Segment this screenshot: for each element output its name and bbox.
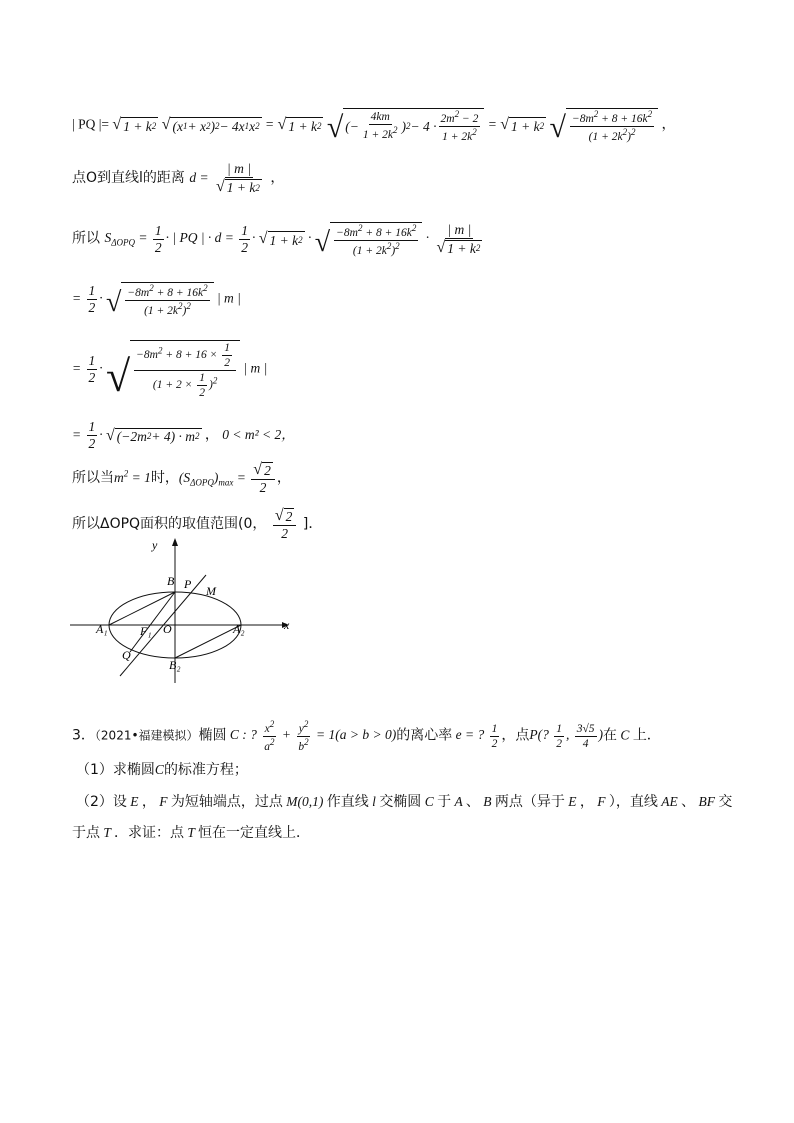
label-a2: A₂ [233, 622, 245, 636]
so-text: 所以 [72, 230, 100, 247]
label-a1: A₁ [96, 622, 108, 636]
label-b2: B₂ [169, 658, 181, 672]
max-area-line: 所以当$m^2 = 1$时，$(S_{\Delta OPQ})_{max}$ = √ 2 2 ， [72, 461, 291, 496]
ellipse-figure [70, 538, 310, 683]
pq-label: | PQ |= [72, 116, 110, 132]
label-b1: B [167, 574, 175, 588]
pq-length-formula: | PQ |= √ 1 + k 2 √ (x 1 + x 2 ) 2 − 4x 1 x 2 = √ 1 + k 2 √ (− $\frac{4km}{1 + 2k^2}$ ) 2 − 4 · $\frac{2m^2 - 2}{1 + 2k^2}$ = √ 1 + k 2 √ $\frac{-8m^2 + 8 + 16k^2}{(1 + 2k^2)^2}$ ， [72, 109, 676, 144]
label-m: M [206, 584, 216, 598]
label-q: Q [122, 648, 131, 662]
label-x: x [284, 618, 290, 632]
comma: ， [661, 116, 676, 133]
area-step-3: = $\frac{1}{2}$ · √ (−2m 2 + 4) · m 2 ， 0 < m² < 2， [72, 419, 295, 452]
distance-line: 点O到直线l的距离 d = | m | √ 1 + k 2 ， [72, 161, 285, 196]
problem-number: 3． [72, 727, 95, 744]
line-b2-a2 [175, 625, 241, 658]
line-a1-b1 [109, 592, 175, 625]
condition: 0 < m² < 2， [222, 426, 295, 442]
y-axis-arrow [172, 538, 178, 546]
range-line: 所以ΔOPQ面积的取值范围(0， √ 2 2 ]． [72, 507, 323, 542]
problem-3-part1: （1）求椭圆C的标准方程； [76, 762, 248, 778]
problem-3-stem: 3．（2021•福建模拟）椭圆 C : ? $\frac{x^2}{a^2}$ + $\frac{y^2}{b^2}$ = 1(a > b > 0)的离心率 e = ? $\frac{1}{2}$ ，点P(? $\frac{1}{2}$ , $\frac{3√5}{4}$ )在 C 上． [72, 719, 661, 753]
label-y: y [152, 538, 158, 552]
range-text: 所以ΔOPQ面积的取值范围(0， [72, 515, 267, 532]
label-f1: F₁ [140, 624, 152, 638]
problem-3-part2: （2）设 E ， F 为短轴端点，过点 M(0,1) 作直线 l 交椭圆 C 于 A 、 B 两点（异于 E ， F ），直线 AE 、 BF 交 [76, 794, 733, 810]
area-formula: 所以 $S_{\Delta OPQ}$ = $\frac{1}{2}$ · | PQ | · d = $\frac{1}{2}$ · √ 1 + k 2 · √ $\frac{-8m^2 + 8 + 16k^2}{(1 + 2k^2)^2}$ · | m | √ 1 + k 2 [72, 221, 481, 258]
problem-source: （2021•福建模拟） [94, 728, 199, 743]
label-o: O [163, 622, 172, 636]
label-p: P [184, 577, 192, 591]
problem-3-part2-cont: 于点 T ．求证：点 T 恒在一定直线上． [72, 825, 311, 841]
distance-text: 点O到直线l的距离 [72, 169, 185, 186]
area-step-2: = $\frac{1}{2}$ · √ $-8m^2 + 8 + 16$ × $\frac{1}{2}$ (1 + 2 × $\frac{1}{2}$ )$^2$ | m | [72, 342, 268, 402]
area-step-1: = $\frac{1}{2}$ · √ $\frac{-8m^2 + 8 + 16k^2}{(1 + 2k^2)^2}$ | m | [72, 282, 241, 318]
